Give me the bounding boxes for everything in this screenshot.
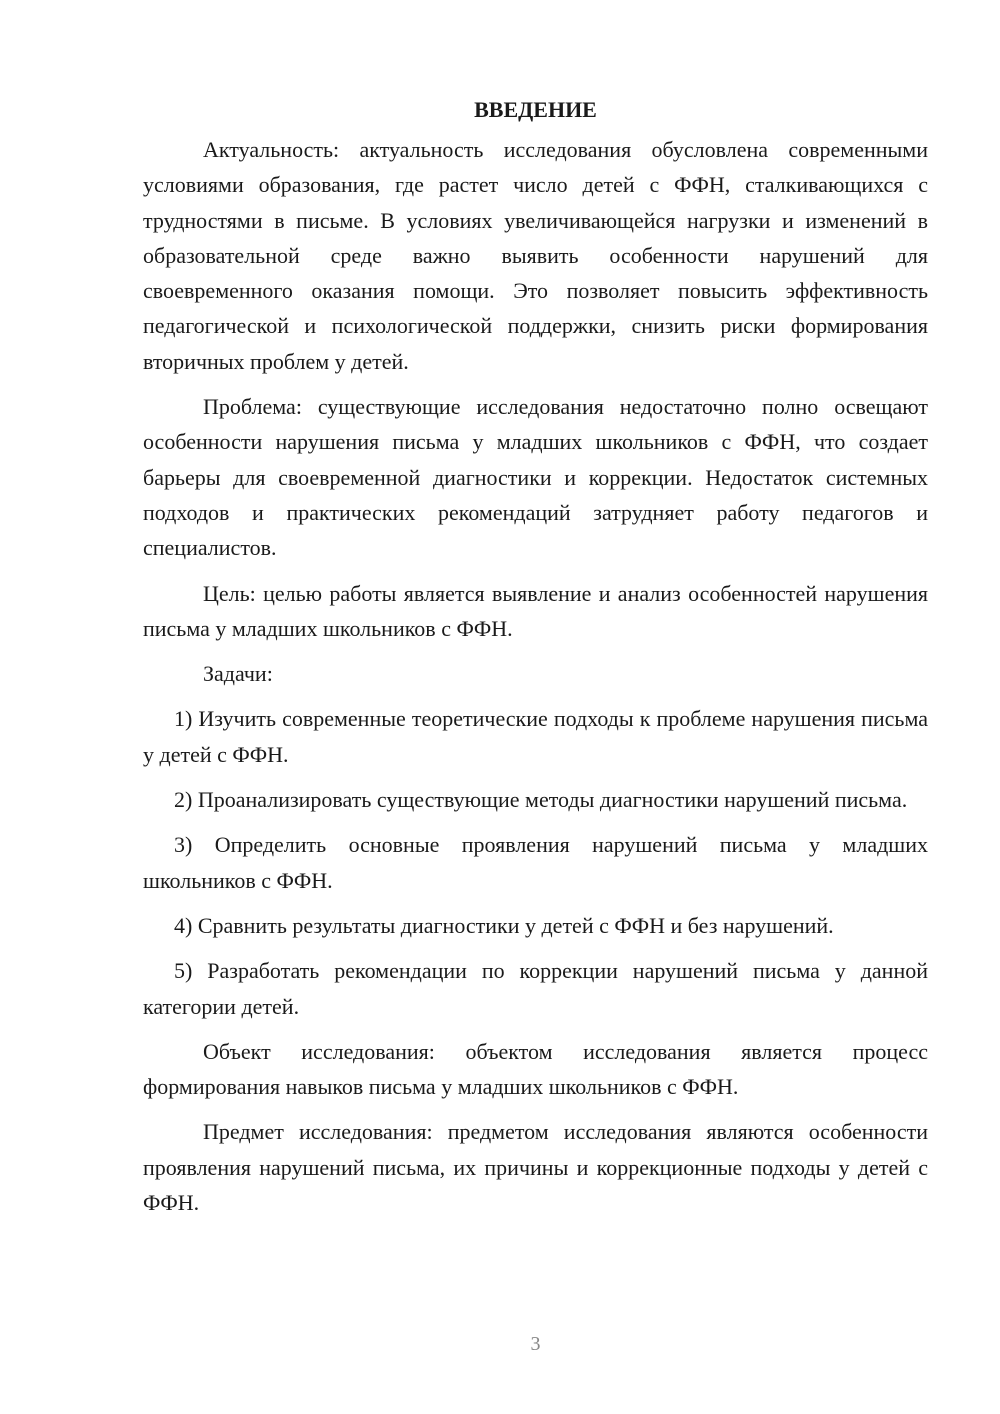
list-item-task-2: 2) Проанализировать существующие методы диагностики нарушений письма. [174, 787, 908, 813]
paragraph-goal: Цель: целью работы является выявление и анализ особенностей нарушения письма у младших школьников с ФФН. [143, 580, 928, 641]
list-item-task-1: 1) Изучить современные теоретические подходы к проблеме нарушения письма у детей с ФФН. [143, 706, 928, 767]
list-item-task-3: 3) Определить основные проявления нарушений письма у младших школьников с ФФН. [143, 832, 928, 893]
paragraph-problem: Проблема: существующие исследования недостаточно полно освещают особенности нарушения письма у младших школьников с ФФН, что создает барьеры для своевременной диагностики и коррекции. Недостаток системных подходов и практических рекомендаций затрудняет работу педагогов и специалистов. [143, 394, 928, 561]
page-number: 3 [530, 1333, 541, 1355]
paragraph-object: Объект исследования: объектом исследования является процесс формирования навыков письма у младших школьников с ФФН. [143, 1038, 928, 1100]
paragraph-subject: Предмет исследования: предметом исследования являются особенности проявления нарушений письма, их причины и коррекционные подходы у детей с ФФН. [143, 1119, 928, 1216]
list-item-task-5: 5) Разработать рекомендации по коррекции нарушений письма у данной категории детей. [143, 958, 928, 1019]
page-title: ВВЕДЕНИЕ [474, 97, 597, 122]
document-page [143, 92, 928, 1230]
list-item-task-4: 4) Сравнить результаты диагностики у детей с ФФН и без нарушений. [174, 912, 834, 938]
paragraph-relevance: Актуальность: актуальность исследования обусловлена современными условиями образования, где растет число детей с ФФН, сталкивающихся с трудностями в письме. В условиях увеличивающейся нагрузки и изменений в образовательной среде важно выявить особенности нарушений для своевременного оказания помощи. Это позволяет повысить эффективность педагогической и психологической поддержки, снизить риски формирования вторичных проблем у детей. [143, 137, 928, 374]
tasks-heading: Задачи: [203, 661, 273, 687]
